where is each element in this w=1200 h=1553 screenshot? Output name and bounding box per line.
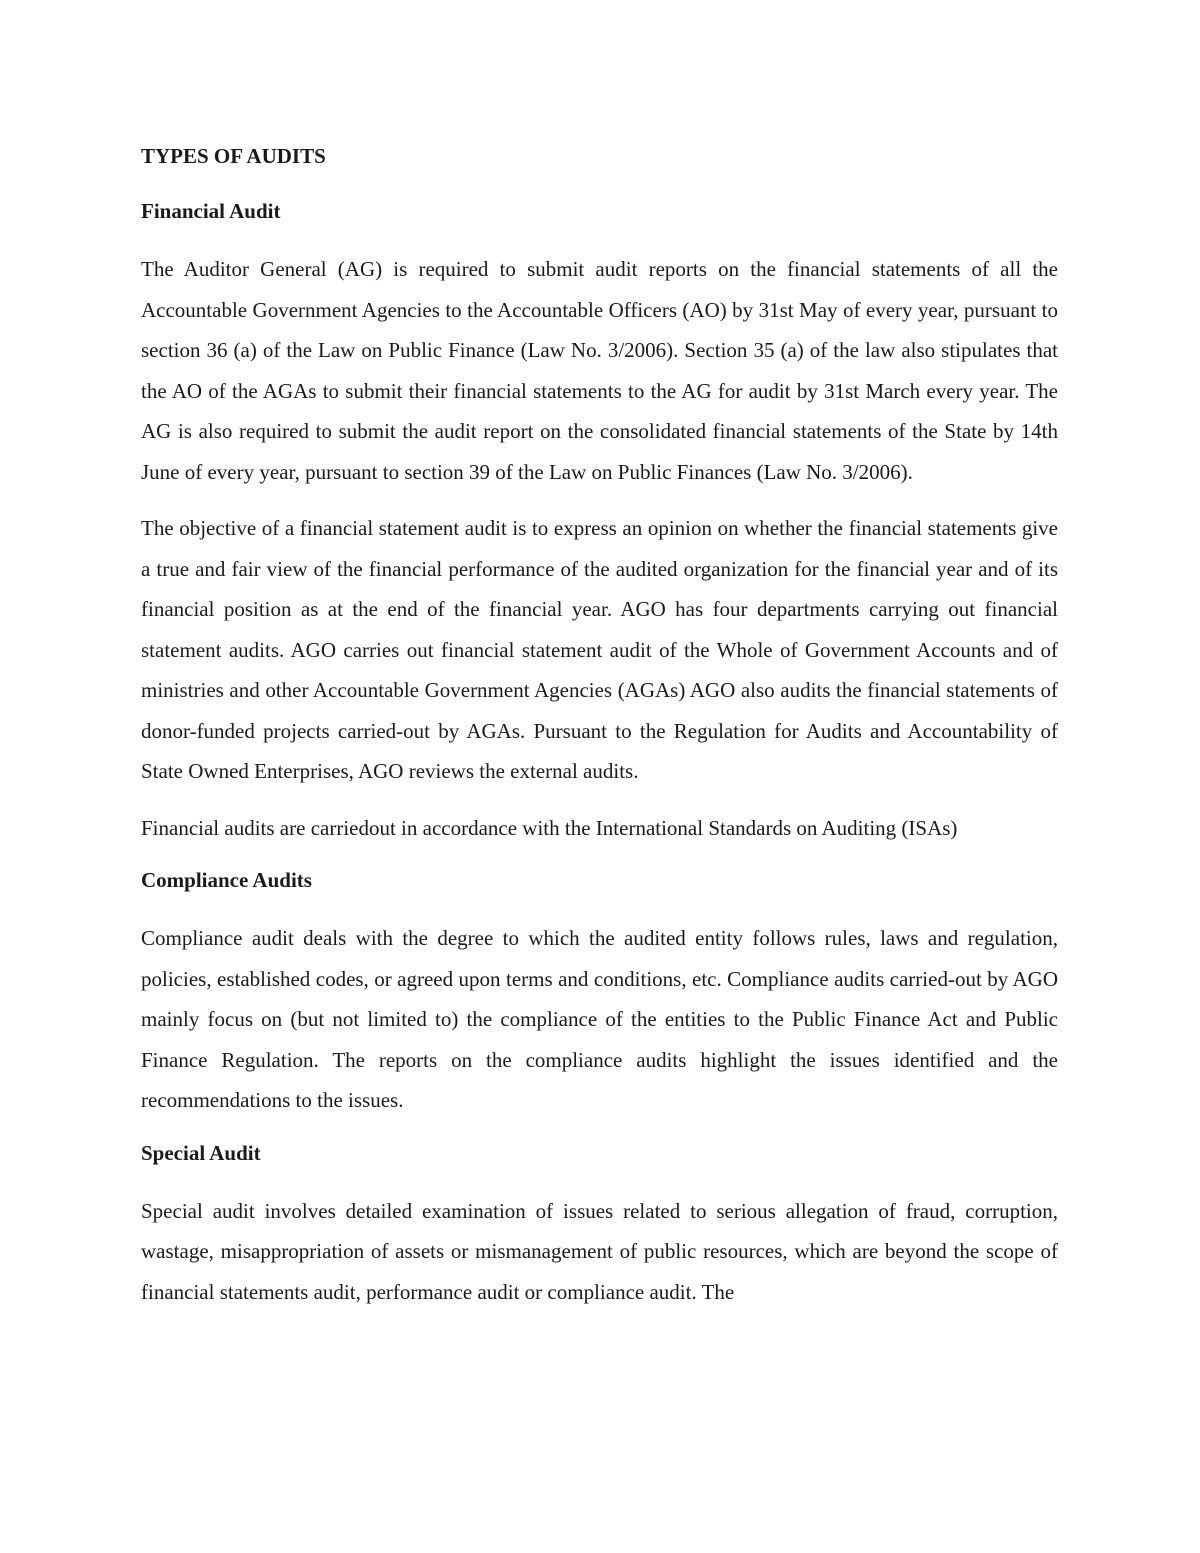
paragraph: The Auditor General (AG) is required to submit audit reports on the financial statements of all the Accountable Government Agencies to the Accountable Officers (AO) by 31st May of every year, pursuant to section 36 (a) of the Law on Public Finance (Law No. 3/2006). Section 35 (a) of the law also stipulates that the AO of the AGAs to submit their financial statements to the AG for audit by 31st March every year. The AG is also required to submit the audit report on the consolidated financial statements of the State by 14th June of every year, pursuant to section 39 of the Law on Public Finances (Law No. 3/2006). xyxy=(141,257,1058,484)
document-title: TYPES OF AUDITS xyxy=(141,144,326,168)
document-page xyxy=(141,140,1058,1328)
paragraph: Financial audits are carriedout in accordance with the International Standards on Auditing (ISAs) xyxy=(141,815,958,840)
section-heading: Special Audit xyxy=(141,1140,261,1165)
paragraph: Compliance audit deals with the degree to which the audited entity follows rules, laws and regulation, policies, established codes, or agreed upon terms and conditions, etc. Compliance audits carried-out by AGO mainly focus on (but not limited to) the compliance of the entities to the Public Finance Act and Public Finance Regulation. The reports on the compliance audits highlight the issues identified and the recommendations to the issues. xyxy=(141,926,1058,1112)
section-special-audit xyxy=(141,1137,1058,1313)
paragraph: Special audit involves detailed examination of issues related to serious allegation of fraud, corruption, wastage, misappropriation of assets or mismanagement of public resources, which are beyond the scope of financial statements audit, performance audit or compliance audit. The xyxy=(141,1198,1058,1304)
section-heading: Compliance Audits xyxy=(141,868,312,892)
paragraph: The objective of a financial statement audit is to express an opinion on whether the financial statements give a true and fair view of the financial performance of the audited organization for the financial year and of its financial position as at the end of the financial year. AGO has four departments carrying out financial statement audits. AGO carries out financial statement audit of the Whole of Government Accounts and of ministries and other Accountable Government Agencies (AGAs) AGO also audits the financial statements of donor-funded projects carried-out by AGAs. Pursuant to the Regulation for Audits and Accountability of State Owned Enterprises, AGO reviews the external audits. xyxy=(141,516,1058,783)
section-heading: Financial Audit xyxy=(141,199,281,223)
section-financial-audit xyxy=(141,195,1058,848)
section-compliance-audits xyxy=(141,864,1058,1121)
